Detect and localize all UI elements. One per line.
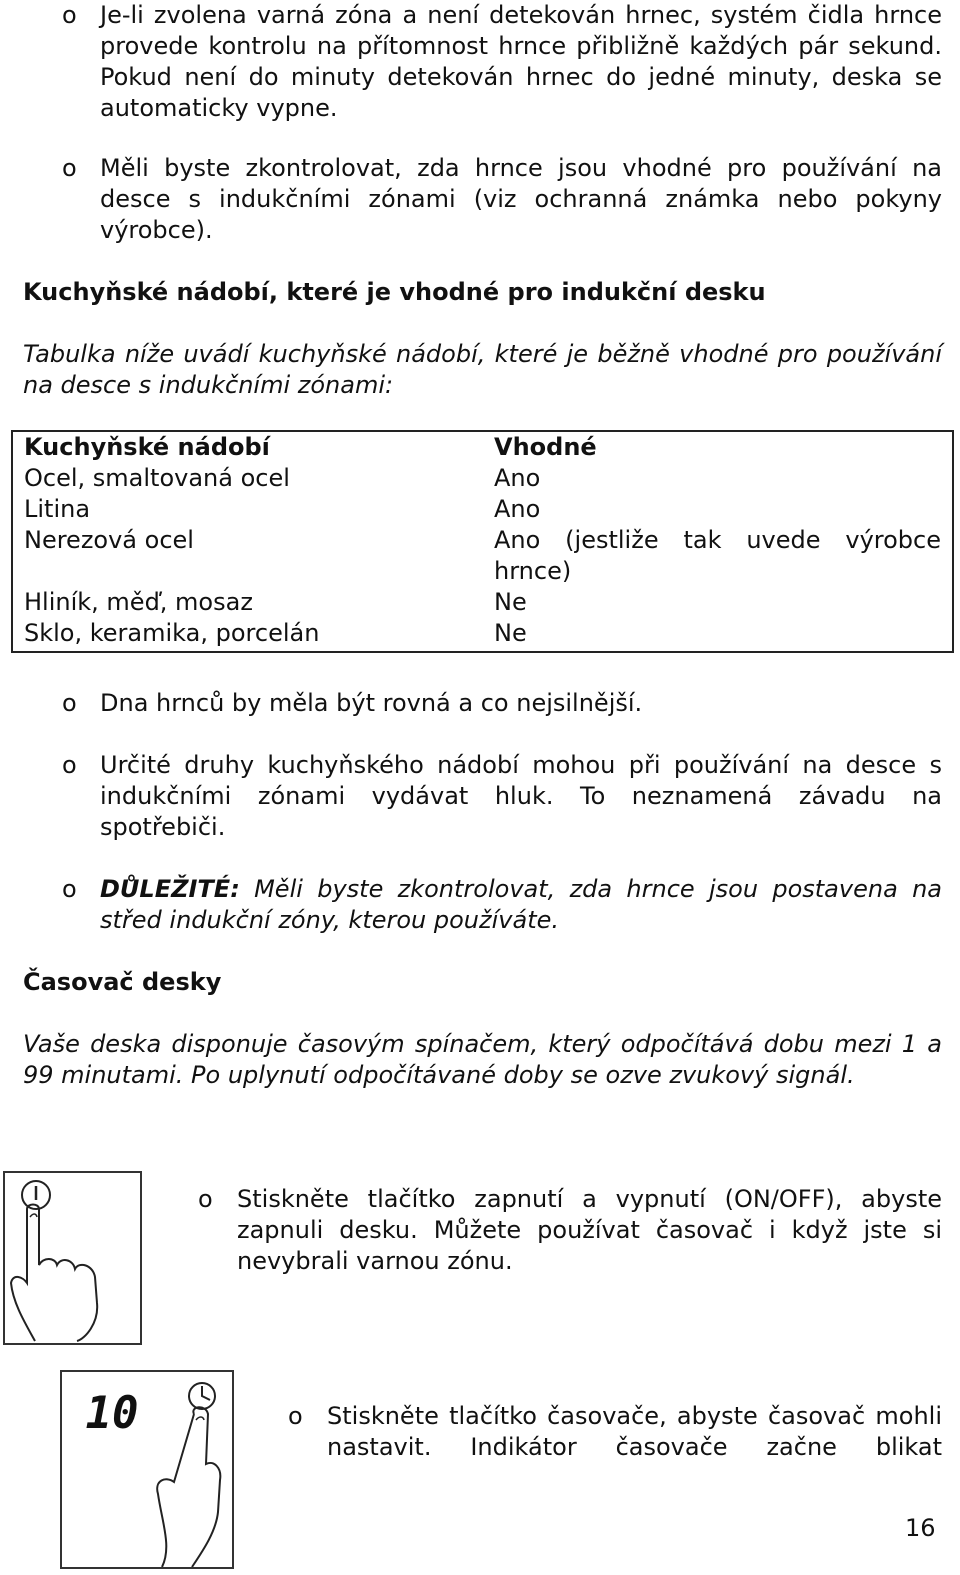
table-cell: Ano (jestliže tak uvede výrobce hrnce) (494, 526, 941, 585)
table-row (12, 587, 953, 618)
bullet-marker: o (62, 689, 77, 717)
table-cell: Litina (24, 495, 91, 523)
figure-timer-button (60, 1370, 234, 1569)
bullet-check-pots: Měli byste zkontrolovat, zda hrnce jsou vhodné pro používání na desce s indukčními zónami (viz ochranná známka nebo pokyny výrobce). (100, 154, 942, 244)
important-text: Měli byste zkontrolovat, zda hrnce jsou postavena na střed indukční zóny, kterou používáte. (100, 875, 942, 934)
table-row (12, 618, 953, 652)
table-cell: Ne (494, 588, 527, 616)
section-intro-cookware: Tabulka níže uvádí kuchyňské nádobí, které je běžně vhodné pro používání na desce s indukčními zónami: (23, 340, 942, 399)
important-label: DŮLEŽITÉ: (100, 875, 240, 903)
table-cell: Sklo, keramika, porcelán (24, 619, 320, 647)
section-intro-timer: Vaše deska disponuje časovým spínačem, který odpočítává dobu mezi 1 a 99 minutami. Po uplynutí odpočítávané doby se ozve zvukový signál. (23, 1030, 942, 1089)
table-cell: Nerezová ocel (24, 526, 194, 554)
table-cell: Ne (494, 619, 527, 647)
bullet-pot-detection: Je-li zvolena varná zóna a není detekován hrnec, systém čidla hrnce provede kontrolu na přítomnost hrnce přibližně každých pár sekund. Pokud není do minuty detekován hrnec do jedné minuty, deska se automaticky vypne. (100, 1, 942, 122)
table-header-cell: Kuchyňské nádobí (24, 433, 270, 461)
cookware-table (11, 430, 954, 653)
timer-button-press-icon (62, 1372, 232, 1567)
bullet-marker: o (62, 751, 77, 779)
table-header-row (12, 431, 953, 463)
bullet-marker: o (288, 1402, 303, 1430)
table-row (12, 494, 953, 525)
bullet-pot-bottom: Dna hrnců by měla být rovná a co nejsilnější. (100, 689, 643, 717)
table-cell: Ocel, smaltovaná ocel (24, 464, 290, 492)
table-row (12, 525, 953, 587)
bullet-marker: o (62, 1, 77, 29)
bullet-marker: o (198, 1185, 213, 1213)
step-power-on: Stiskněte tlačítko zapnutí a vypnutí (ON/OFF), abyste zapnuli desku. Můžete používat časovač i když jste si nevybrali varnou zónu. (237, 1185, 942, 1275)
section-heading-cookware: Kuchyňské nádobí, které je vhodné pro indukční desku (23, 278, 766, 306)
table-row (12, 463, 953, 494)
page-number: 16 (905, 1514, 936, 1542)
table-cell: Ano (494, 464, 541, 492)
bullet-important (100, 874, 942, 936)
step-timer: Stiskněte tlačítko časovače, abyste časovač mohli nastavit. Indikátor časovače začne blikat (327, 1402, 942, 1461)
figure-power-button (3, 1171, 142, 1345)
timer-display-digits: 10 (85, 1388, 139, 1439)
table-cell: Hliník, měď, mosaz (24, 588, 253, 616)
section-heading-timer: Časovač desky (23, 968, 222, 996)
bullet-noise: Určité druhy kuchyňského nádobí mohou při používání na desce s indukčními zónami vydávat hluk. To neznamená závadu na spotřebiči. (100, 751, 942, 841)
power-button-press-icon (5, 1173, 140, 1343)
table-cell: Ano (494, 495, 541, 523)
table-header-cell: Vhodné (494, 433, 597, 461)
bullet-marker: o (62, 875, 77, 903)
bullet-marker: o (62, 154, 77, 182)
